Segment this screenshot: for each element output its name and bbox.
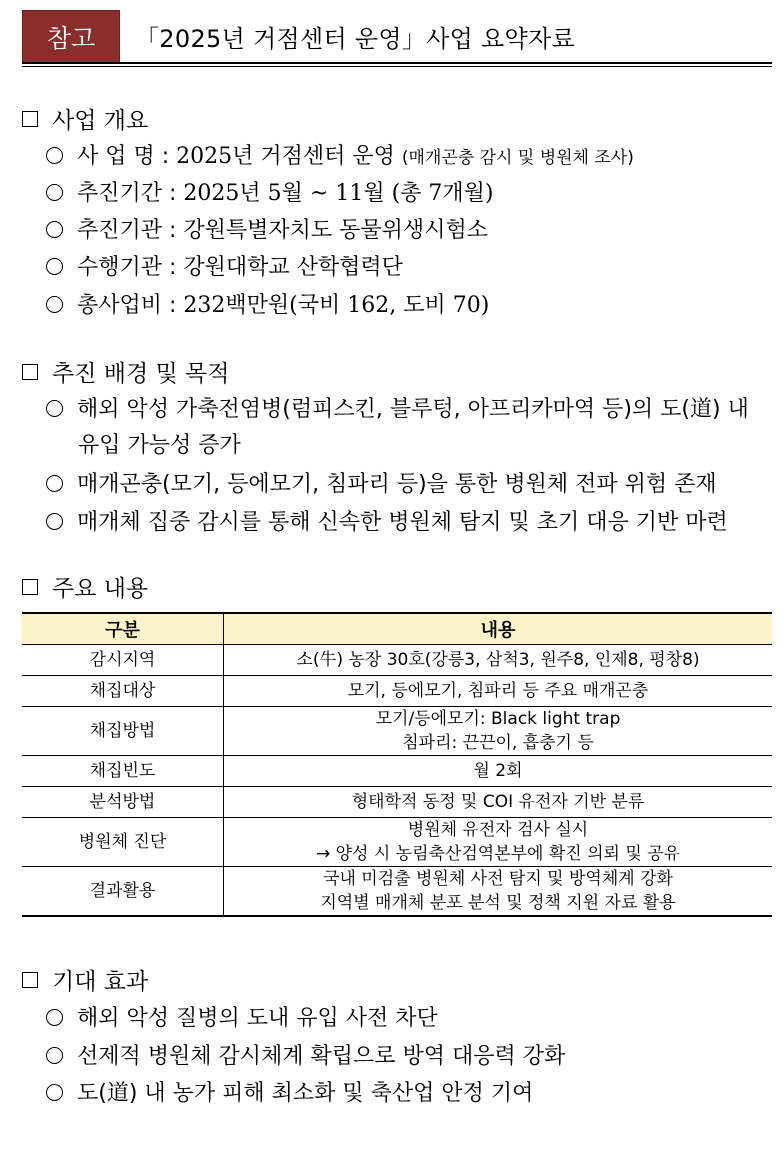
content-line: 소(牛) 농장 30호(강릉3, 삼척3, 원주8, 인제8, 평창8) [296, 650, 700, 670]
overview-item [46, 250, 403, 281]
circle-bullet-icon [46, 184, 63, 201]
table-row [22, 676, 772, 707]
table-row [22, 707, 772, 756]
row-content [224, 867, 773, 917]
table-row [22, 756, 772, 787]
row-label: 채집방법 [22, 707, 224, 756]
item-text: 선제적 병원체 감시체계 확립으로 방역 대응력 강화 [77, 1044, 566, 1069]
background-item [46, 392, 749, 423]
row-label: 분석방법 [22, 787, 224, 818]
circle-bullet-icon [46, 1047, 63, 1064]
column-header: 내용 [224, 613, 773, 645]
content-line: → 양성 시 농림축산검역본부에 확진 의뢰 및 공유 [315, 844, 681, 864]
content-line: 병원체 유전자 검사 실시 [407, 820, 589, 840]
circle-bullet-icon [46, 475, 63, 492]
item-value: 2025년 거점센터 운영 [176, 144, 395, 169]
circle-bullet-icon [46, 258, 63, 275]
section-title: 사업 개요 [52, 108, 149, 134]
table-row [22, 818, 772, 867]
content-line: 국내 미검출 병원체 사전 탐지 및 방역체계 강화 [323, 869, 673, 889]
circle-bullet-icon [46, 513, 63, 530]
section-overview-heading [22, 102, 148, 135]
square-bullet-icon [22, 579, 38, 595]
overview-item [46, 288, 489, 319]
item-label: 수행기관 : [77, 255, 184, 280]
doc-header [22, 10, 772, 64]
section-background-heading [22, 355, 229, 388]
item-text: 매개곤충(모기, 등에모기, 침파리 등)을 통한 병원체 전파 위험 존재 [77, 472, 717, 497]
row-content [224, 787, 773, 818]
background-item [46, 467, 717, 498]
section-title: 추진 배경 및 목적 [52, 361, 230, 387]
background-item-continuation: 유입 가능성 증가 [78, 433, 241, 458]
table-row [22, 867, 772, 917]
overview-item [46, 176, 493, 207]
circle-bullet-icon [46, 147, 63, 164]
row-label: 채집대상 [22, 676, 224, 707]
item-text: 매개체 집중 감시를 통해 신속한 병원체 탐지 및 초기 대응 기반 마련 [77, 510, 728, 535]
content-line: 모기/등에모기: Black light trap [375, 709, 621, 729]
section-title: 주요 내용 [52, 576, 149, 602]
content-line: 모기, 등에모기, 침파리 등 주요 매개곤충 [347, 681, 649, 701]
overview-item [46, 139, 634, 170]
background-item [46, 505, 728, 536]
section-effects-heading [22, 963, 148, 996]
content-line: 지역별 매개체 분포 분석 및 정책 지원 자료 활용 [320, 893, 676, 913]
item-label: 추진기간 : [77, 181, 184, 206]
row-content [224, 707, 773, 756]
circle-bullet-icon [46, 400, 63, 417]
item-note: (매개곤충 감시 및 병원체 조사) [401, 148, 634, 168]
item-text: 도(道) 내 농가 피해 최소화 및 축산업 안정 기여 [77, 1081, 534, 1106]
item-label: 사 업 명 : [77, 144, 177, 169]
row-content [224, 756, 773, 787]
square-bullet-icon [22, 972, 38, 988]
section-main-heading [22, 570, 148, 603]
column-header: 구분 [22, 613, 224, 645]
circle-bullet-icon [46, 221, 63, 238]
item-value: 232백만원(국비 162, 도비 70) [183, 293, 490, 318]
header-rule [22, 62, 772, 64]
item-value: 강원대학교 산학협력단 [183, 255, 403, 280]
item-value: 강원특별자치도 동물위생시험소 [183, 218, 488, 243]
table-header-row [22, 613, 772, 645]
item-label: 추진기관 : [77, 218, 184, 243]
row-content [224, 818, 773, 867]
item-label: 총사업비 : [77, 293, 184, 318]
main-content-table [22, 612, 772, 917]
row-content [224, 676, 773, 707]
content-line: 침파리: 끈끈이, 흡충기 등 [402, 733, 594, 753]
row-label: 감시지역 [22, 645, 224, 676]
table-row [22, 787, 772, 818]
doc-title: 「2025년 거점센터 운영」사업 요약자료 [135, 24, 575, 53]
content-line: 형태학적 동정 및 COI 유전자 기반 분류 [351, 792, 645, 812]
effect-item [46, 1076, 533, 1107]
section-title: 기대 효과 [52, 969, 149, 995]
item-text: 해외 악성 가축전염병(럼피스킨, 블루텅, 아프리카마역 등)의 도(道) 내 [77, 397, 749, 422]
circle-bullet-icon [46, 1009, 63, 1026]
row-label: 결과활용 [22, 867, 224, 917]
row-label: 병원체 진단 [22, 818, 224, 867]
table-row [22, 645, 772, 676]
reference-badge: 참고 [22, 10, 120, 64]
circle-bullet-icon [46, 296, 63, 313]
square-bullet-icon [22, 111, 38, 127]
square-bullet-icon [22, 364, 38, 380]
circle-bullet-icon [46, 1084, 63, 1101]
effect-item [46, 1001, 438, 1032]
header-rule-thin [22, 66, 772, 67]
item-value: 2025년 5월 ~ 11월 (총 7개월) [183, 181, 494, 206]
content-line: 월 2회 [473, 761, 523, 781]
effect-item [46, 1039, 565, 1070]
row-content [224, 645, 773, 676]
row-label: 채집빈도 [22, 756, 224, 787]
overview-item [46, 213, 488, 244]
item-text: 해외 악성 질병의 도내 유입 사전 차단 [77, 1006, 438, 1031]
